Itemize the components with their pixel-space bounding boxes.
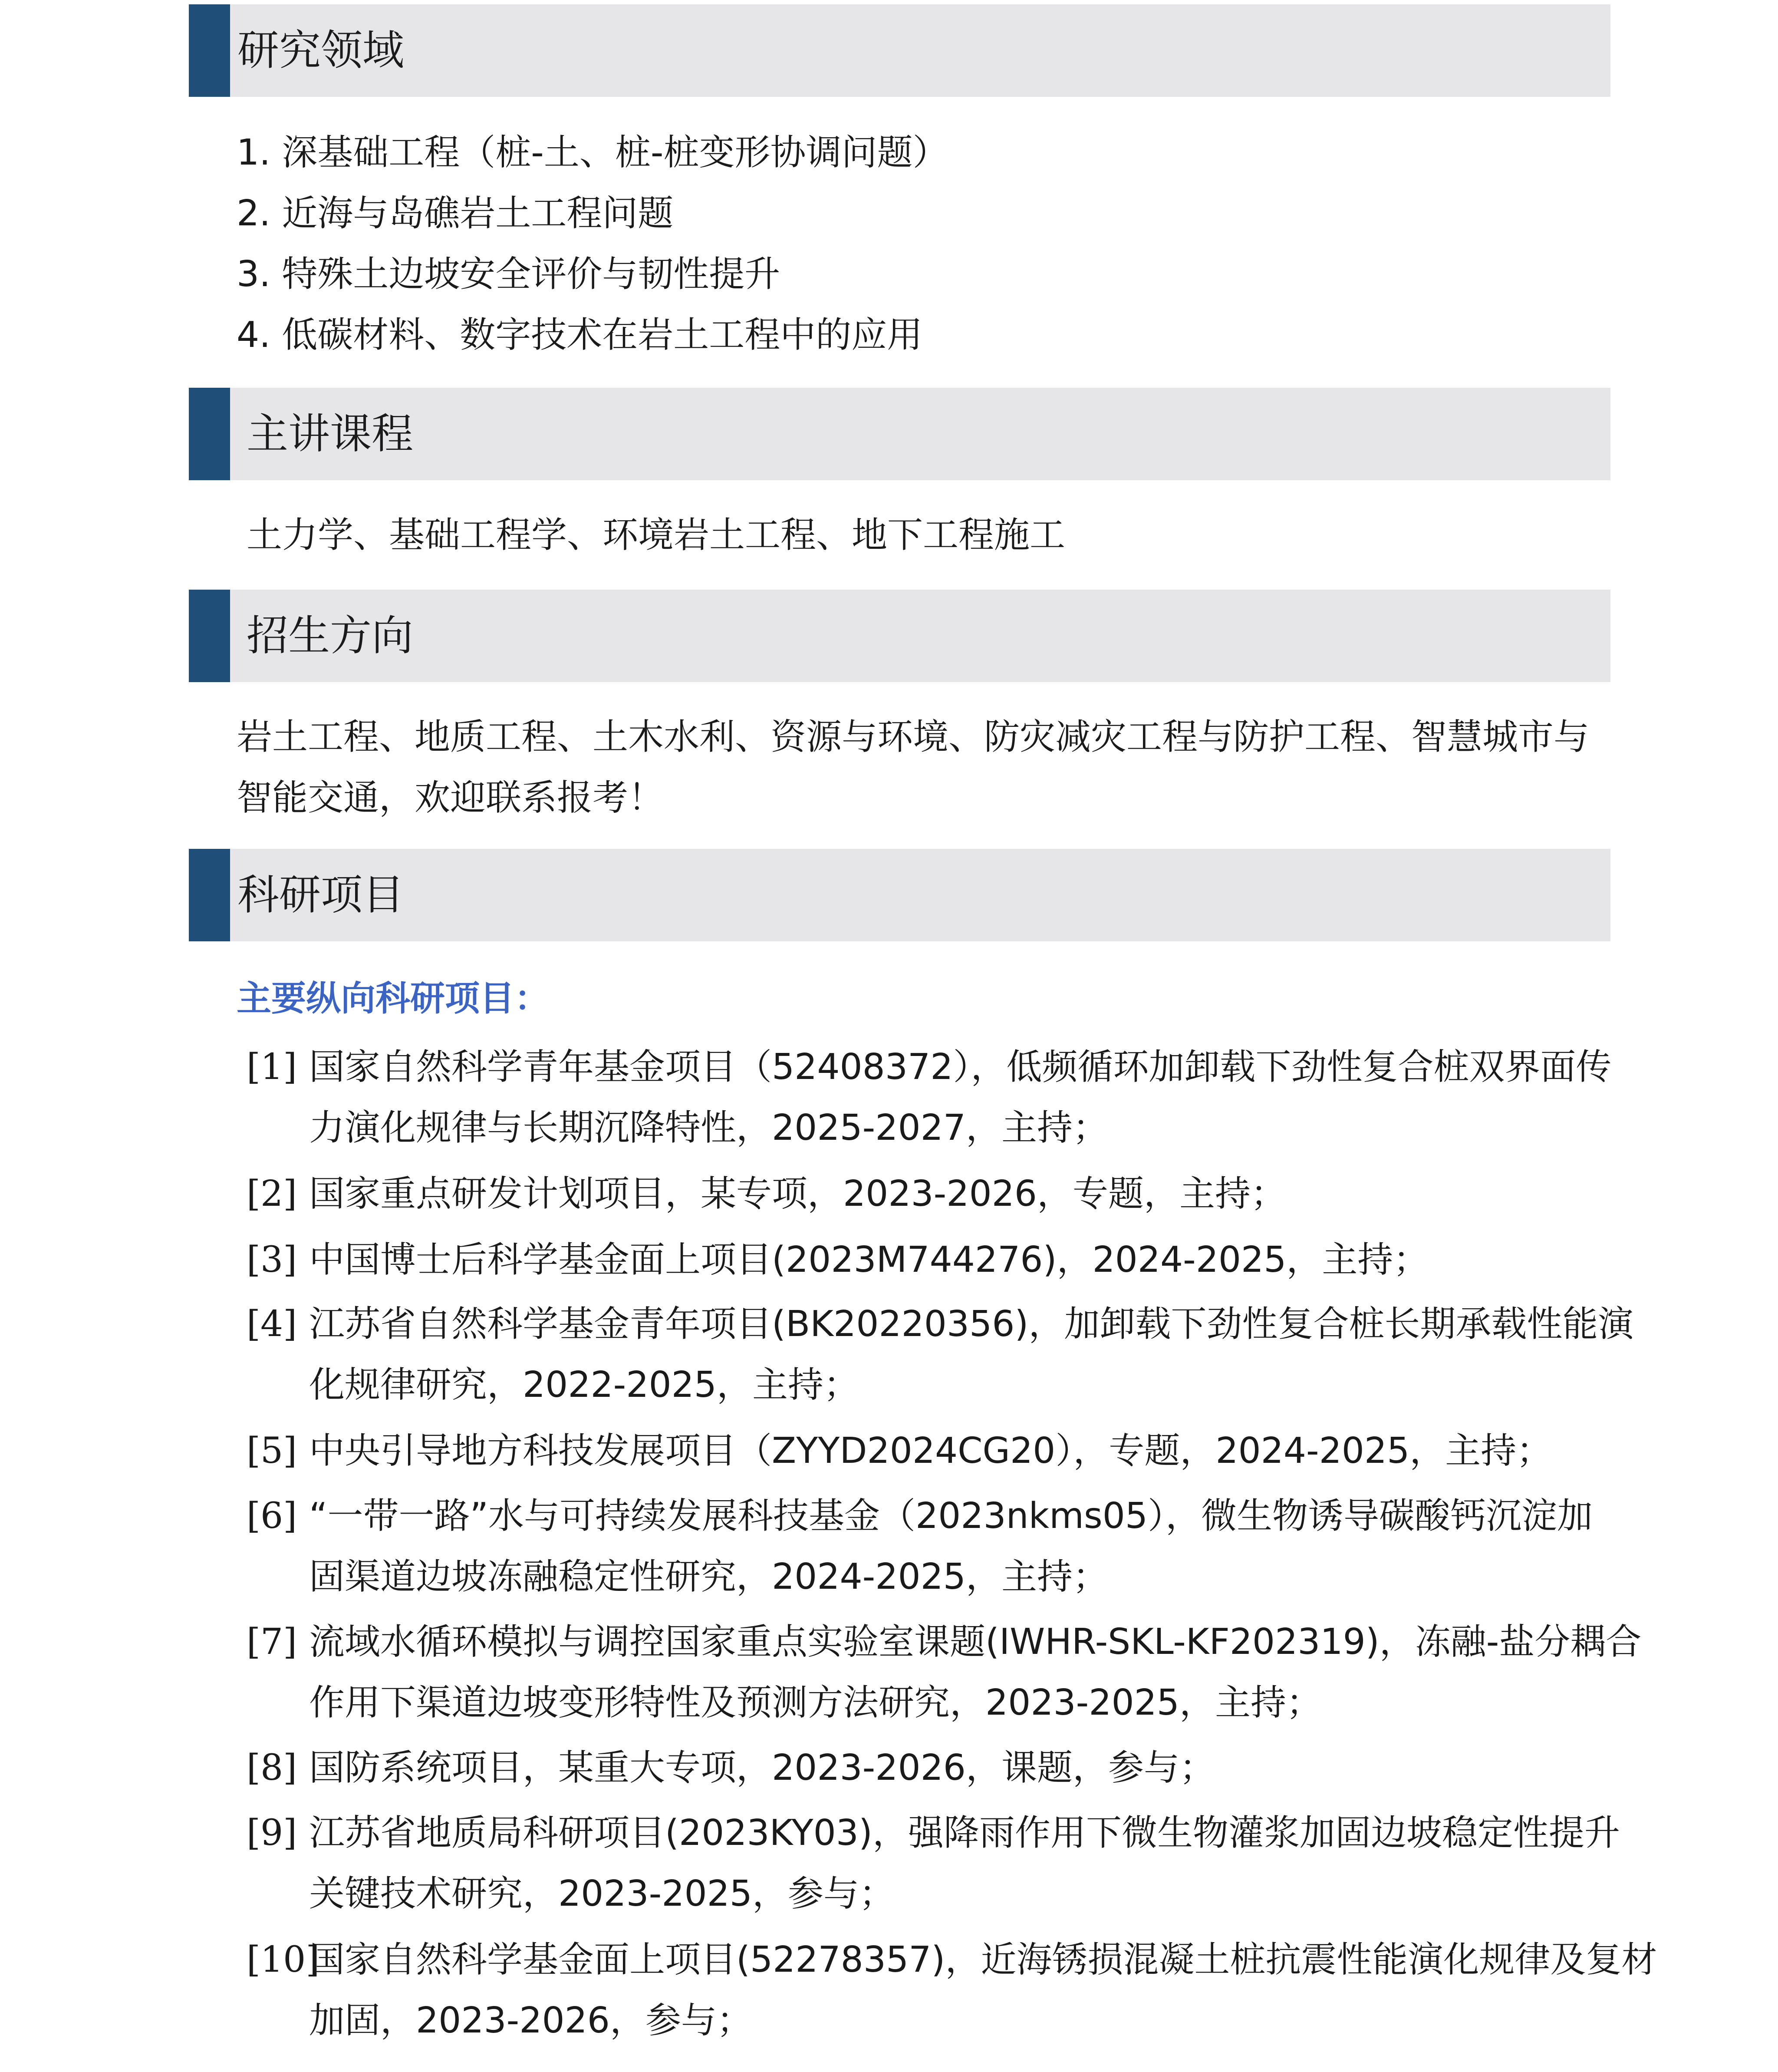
section-header-research: [189, 4, 1610, 97]
project-line: 化规律研究，2022-2025，主持；: [309, 1364, 859, 1406]
enrollment-line-2: 智能交通，欢迎联系报考！: [237, 777, 664, 818]
project-number: [9]: [247, 1812, 297, 1854]
research-item-1: 1. 深基础工程（桩-土、桩-桩变形协调问题）: [237, 132, 948, 173]
research-item-3: 3. 特殊土边坡安全评价与韧性提升: [237, 254, 780, 295]
section-title-projects: 科研项目: [237, 871, 404, 919]
project-line: 力演化规律与长期沉降特性，2025-2027，主持；: [309, 1107, 1108, 1148]
project-line: 国家自然科学青年基金项目（52408372），低频循环加卸载下劲性复合桩双界面传: [309, 1046, 1612, 1088]
project-number: [3]: [247, 1239, 297, 1280]
project-line: 中央引导地方科技发展项目（ZYYD2024CG20），专题，2024-2025，主持；: [309, 1430, 1552, 1472]
project-line: 中国博士后科学基金面上项目(2023M744276)，2024-2025，主持；: [309, 1239, 1429, 1280]
project-line: 固渠道边坡冻融稳定性研究，2024-2025，主持；: [309, 1556, 1108, 1597]
courses-text: 土力学、基础工程学、环境岩土工程、地下工程施工: [247, 515, 1066, 556]
project-line: 国家自然科学基金面上项目(52278357)，近海锈损混凝土桩抗震性能演化规律及复材: [309, 1939, 1657, 1980]
research-item-4: 4. 低碳材料、数字技术在岩土工程中的应用: [237, 314, 923, 356]
project-line: 流域水循环模拟与调控国家重点实验室课题(IWHR-SKL-KF202319)，冻融-盐分耦合: [309, 1621, 1642, 1663]
projects-subheading: 主要纵向科研项目：: [237, 978, 549, 1019]
section-header-enrollment: [189, 590, 1610, 682]
section-title-research: 研究领域: [237, 26, 404, 75]
project-number: [10]: [247, 1939, 320, 1980]
project-number: [6]: [247, 1495, 297, 1537]
project-line: 加固，2023-2026，参与；: [309, 2000, 752, 2041]
project-number: [4]: [247, 1303, 297, 1345]
section-title-enrollment: 招生方向: [247, 611, 413, 660]
research-item-2: 2. 近海与岛礁岩土工程问题: [237, 193, 674, 234]
project-line: 江苏省地质局科研项目(2023KY03)，强降雨作用下微生物灌浆加固边坡稳定性提升: [309, 1812, 1620, 1854]
section-accent-bar: [189, 388, 230, 480]
project-line: 作用下渠道边坡变形特性及预测方法研究，2023-2025，主持；: [309, 1682, 1322, 1723]
section-title-courses: 主讲课程: [247, 409, 413, 458]
project-number: [2]: [247, 1173, 297, 1214]
project-line: 国家重点研发计划项目，某专项，2023-2026，专题，主持；: [309, 1173, 1286, 1214]
project-number: [7]: [247, 1621, 297, 1663]
section-header-projects: [189, 849, 1610, 941]
project-line: 江苏省自然科学基金青年项目(BK20220356)，加卸载下劲性复合桩长期承载性能演: [309, 1303, 1634, 1345]
section-accent-bar: [189, 4, 230, 97]
project-line: 关键技术研究，2023-2025，参与；: [309, 1873, 895, 1914]
project-line: 国防系统项目，某重大专项，2023-2026，课题，参与；: [309, 1747, 1215, 1788]
project-number: [1]: [247, 1046, 297, 1088]
section-header-courses: [189, 388, 1610, 480]
enrollment-line-1: 岩土工程、地质工程、土木水利、资源与环境、防灾减灾工程与防护工程、智慧城市与: [237, 716, 1590, 758]
section-accent-bar: [189, 849, 230, 941]
project-number: [8]: [247, 1747, 297, 1788]
project-number: [5]: [247, 1430, 297, 1472]
section-accent-bar: [189, 590, 230, 682]
project-line: “一带一路”水与可持续发展科技基金（2023nkms05），微生物诱导碳酸钙沉淀加: [309, 1495, 1593, 1537]
